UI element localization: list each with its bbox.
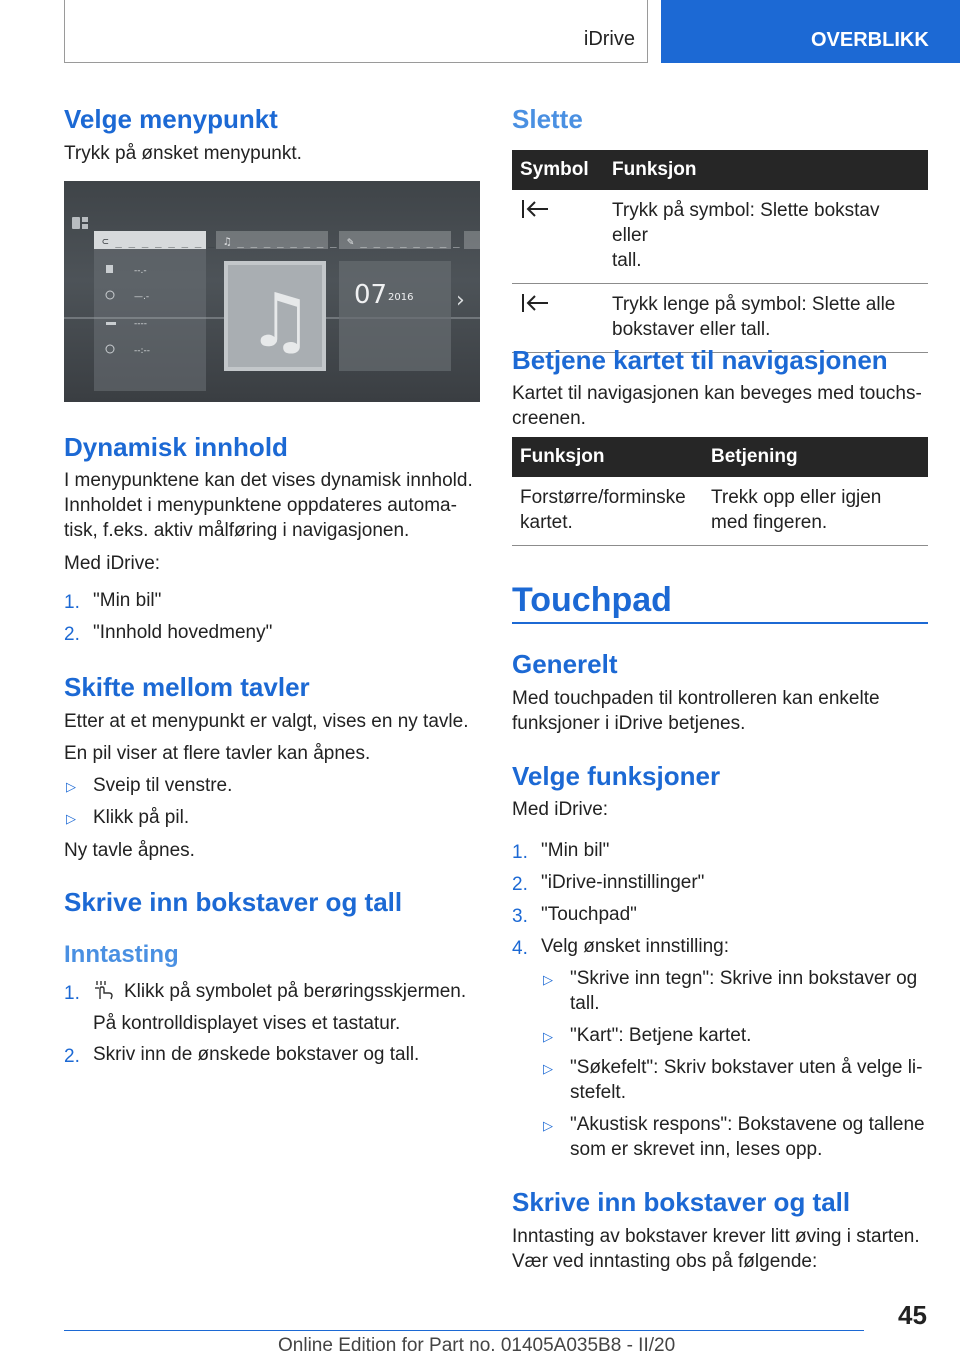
bullet-triangle-icon: ▷ [543, 1118, 553, 1133]
svg-text:✎ _ _ _ _ _ _ _ _: ✎ _ _ _ _ _ _ _ _ [347, 235, 460, 248]
step-text: "iDrive-innstillinger" [541, 872, 705, 893]
table-header: Symbol [512, 150, 604, 190]
menu-grid-icon [72, 217, 88, 229]
section-divider [512, 622, 928, 624]
text-generelt-line-1: Med touchpaden til kontrolleren kan enkelte [512, 688, 880, 709]
step-text: "Min bil" [93, 590, 162, 611]
clock-big-digits: 07 [354, 280, 388, 310]
heading-inntasting: Inntasting [64, 941, 179, 968]
slette-row1-line1: Trykk på symbol: Slette bokstav eller [612, 200, 880, 246]
table-row [512, 190, 928, 284]
header-chapter-tab: OVERBLIKK [661, 0, 960, 63]
bullet-triangle-icon: ▷ [66, 811, 76, 826]
footer-edition: Online Edition for Part no. 01405A035B8 - II/20 [278, 1335, 676, 1356]
heading-dynamisk-innhold: Dynamisk innhold [64, 432, 288, 462]
text-velge-funksjoner-intro: Med iDrive: [512, 799, 609, 820]
betjene-table [512, 437, 928, 546]
step-number: 3. [512, 906, 528, 927]
bullet-triangle-icon: ▷ [66, 779, 76, 794]
screenshot-value-1: --.- [134, 266, 147, 276]
delete-symbol-cell [512, 190, 604, 284]
bullet-text-line1: "Akustisk respons": Bokstavene og tallene [570, 1114, 925, 1135]
screenshot-value-3: ---- [134, 319, 147, 329]
betjene-col1-line1: Forstørre/forminske [520, 487, 686, 508]
table-cell [703, 477, 928, 546]
table-header: Betjening [703, 437, 928, 477]
table-header: Funksjon [512, 437, 703, 477]
svg-text:♫ _ _ _ _ _ _ _ _: ♫ _ _ _ _ _ _ _ _ [224, 235, 337, 248]
header-box [64, 0, 648, 63]
svg-text:⊂ _ _ _ _ _ _ _ _: ⊂ _ _ _ _ _ _ _ _ [102, 235, 215, 248]
bullet-text-line2: som er skrevet inn, leses opp. [570, 1139, 823, 1160]
betjene-col2-line1: Trekk opp eller igjen [711, 487, 882, 508]
heading-skrive-inn-2: Skrive inn bokstaver og tall [512, 1187, 851, 1217]
heading-velge-menypunkt: Velge menypunkt [64, 104, 278, 134]
bullet-triangle-icon: ▷ [543, 972, 553, 987]
slette-row2-line1: Trykk lenge på symbol: Slette alle [612, 294, 896, 315]
text-betjene-line-2: creenen. [512, 408, 586, 429]
heading-skrive-inn: Skrive inn bokstaver og tall [64, 887, 403, 917]
table-header: Funksjon [604, 150, 928, 190]
text-skrive2-line-1: Inntasting av bokstaver krever litt øving i starten. [512, 1226, 920, 1247]
step-number: 2. [64, 624, 80, 645]
bullet-triangle-icon: ▷ [543, 1061, 553, 1076]
header-section-label: iDrive [583, 28, 635, 50]
text-dynamisk-line-3: tisk, f.eks. aktiv målføring i navigasjonen. [64, 520, 410, 541]
step-number: 1. [512, 842, 528, 863]
delete-symbol-cell [512, 284, 604, 353]
step-text: "Min bil" [541, 840, 610, 861]
bullet-text-line1: "Kart": Betjene kartet. [570, 1025, 752, 1046]
step-text: Velg ønsket innstilling: [541, 936, 729, 957]
text-skrive2-line-2: Vær ved inntasting obs på følgende: [512, 1251, 818, 1272]
slette-row2-line2: bokstaver eller tall. [612, 319, 771, 340]
step-number: 2. [64, 1046, 80, 1067]
screenshot-value-4: --:-- [134, 346, 151, 356]
page-number: 45 [898, 1300, 927, 1330]
slette-row1-line2: tall. [612, 250, 642, 271]
text-skifte-2: En pil viser at flere tavler kan åpnes. [64, 743, 371, 764]
next-board-chevron-icon: › [456, 288, 465, 313]
table-row [512, 284, 928, 353]
step-number: 1. [64, 592, 80, 613]
bullet-text-line2: tall. [570, 993, 600, 1014]
clock-year: 2016 [388, 292, 414, 303]
footer-divider [64, 1330, 864, 1331]
heading-touchpad: Touchpad [512, 581, 672, 619]
heading-skifte-mellom-tavler: Skifte mellom tavler [64, 672, 310, 702]
step-number: 1. [64, 983, 80, 1004]
text-dynamisk-line-2: Innholdet i menypunktene oppdateres automa‐ [64, 495, 457, 516]
text-skifte-result: Ny tavle åpnes. [64, 840, 195, 861]
idrive-menu-illustration [64, 181, 480, 402]
table-cell [604, 190, 928, 284]
step-number: 4. [512, 938, 528, 959]
step-text: "Innhold hovedmeny" [93, 622, 273, 643]
bullet-text-line1: "Søkefelt": Skriv bokstaver uten å velge li‐ [570, 1057, 923, 1078]
music-note-icon: ♫ [247, 278, 314, 364]
screenshot-value-2: —.- [134, 292, 150, 302]
table-cell [512, 477, 703, 546]
heading-generelt: Generelt [512, 649, 618, 679]
bullet-text-line1: "Skrive inn tegn": Skrive inn bokstaver og [570, 968, 918, 989]
heading-betjene-kartet: Betjene kartet til navigasjonen [512, 345, 888, 375]
backspace-icon [520, 292, 552, 314]
bullet-text-line2: stefelt. [570, 1082, 626, 1103]
table-cell [604, 284, 928, 353]
keyboard-touch-icon [93, 979, 117, 1006]
betjene-col2-line2: med fingeren. [711, 512, 828, 533]
slette-table [512, 150, 928, 353]
idrive-menu-screenshot [64, 181, 480, 402]
text-skifte-1: Etter at et menypunkt er valgt, vises en ny tavle. [64, 711, 469, 732]
step-text: Klikk på symbolet på berøringsskjermen. [124, 981, 467, 1002]
step-subtext: På kontrolldisplayet vises et tastatur. [93, 1013, 401, 1034]
table-row [512, 477, 928, 546]
step-text: "Touchpad" [541, 904, 637, 925]
step-text: Skriv inn de ønskede bokstaver og tall. [93, 1044, 420, 1065]
text-generelt-line-2: funksjoner i iDrive betjenes. [512, 713, 746, 734]
text-dynamisk-line-1: I menypunktene kan det vises dynamisk innhold. [64, 470, 473, 491]
bullet-triangle-icon: ▷ [543, 1029, 553, 1044]
backspace-icon [520, 198, 552, 220]
heading-velge-funksjoner: Velge funksjoner [512, 761, 721, 791]
step-number: 2. [512, 874, 528, 895]
heading-slette: Slette [512, 104, 583, 134]
text-velge-menypunkt: Trykk på ønsket menypunkt. [64, 143, 302, 164]
bullet-text: Klikk på pil. [93, 807, 190, 828]
betjene-col1-line2: kartet. [520, 512, 573, 533]
text-betjene-line-1: Kartet til navigasjonen kan beveges med touchs‐ [512, 383, 922, 404]
text-dynamisk-intro: Med iDrive: [64, 553, 161, 574]
bullet-text: Sveip til venstre. [93, 775, 233, 796]
